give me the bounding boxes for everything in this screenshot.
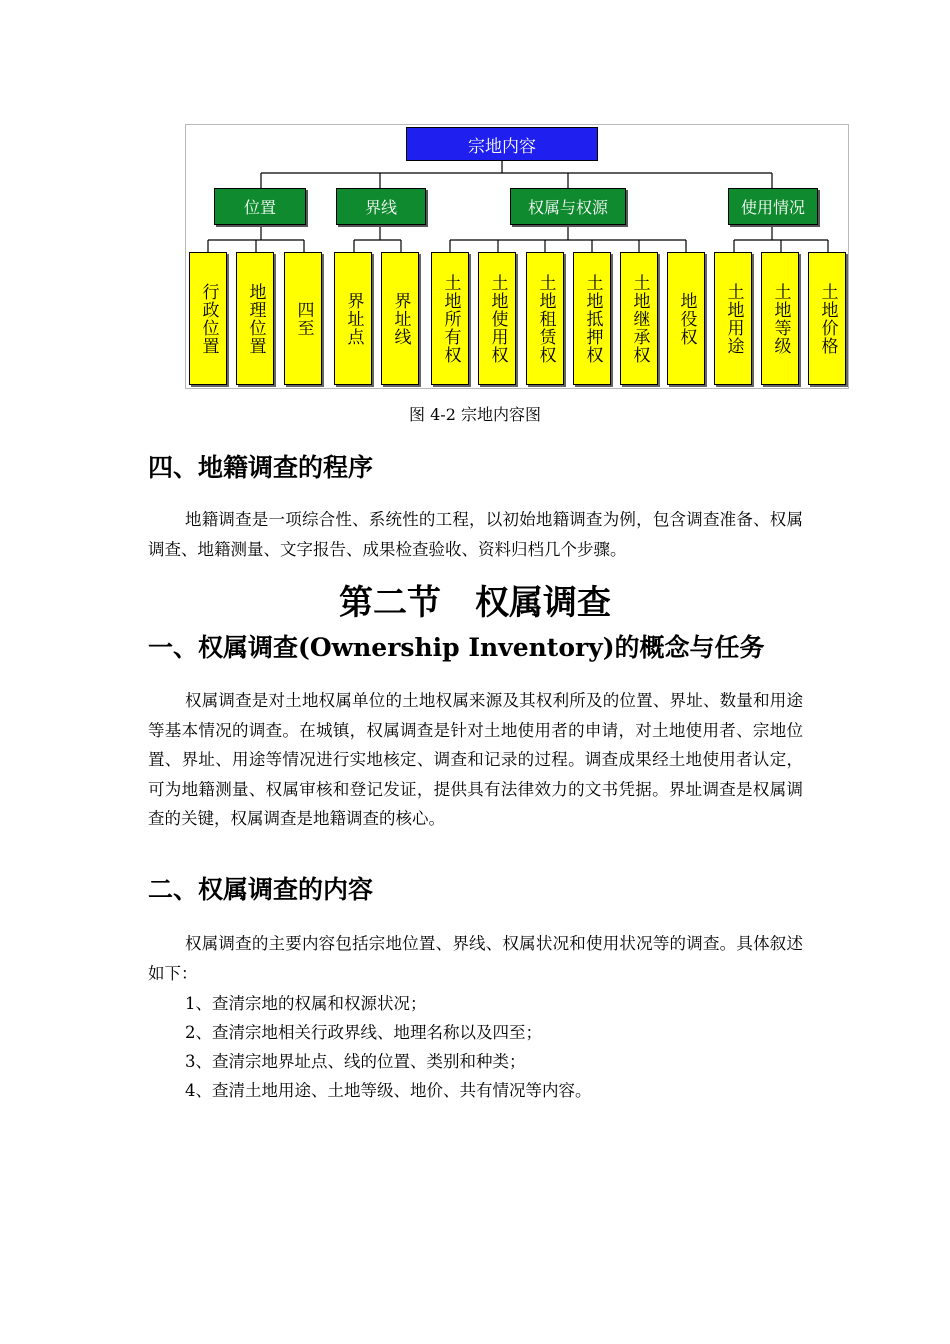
figure-caption: 图 4-2 宗地内容图 xyxy=(409,405,541,424)
paragraph-procedure: 地籍调查是一项综合性、系统性的工程，以初始地籍调查为例，包含调查准备、权属调查、地籍测量、文字报告、成果检查验收、资料归档几个步骤。 xyxy=(148,510,803,559)
leaf-land-lease-right: 土地租赁权 xyxy=(526,252,564,385)
section-heading-concept: 一、权属调查(Ownership Inventory)的概念与任务 xyxy=(148,633,765,662)
category-box-ownership: 权属与权源 xyxy=(510,188,626,225)
list-item: 3、查清宗地界址点、线的位置、类别和种类； xyxy=(185,1052,526,1071)
diagram-root-box: 宗地内容 xyxy=(406,127,598,161)
category-box-location: 位置 xyxy=(214,188,306,225)
paragraph-concept: 权属调查是对土地权属单位的土地权属来源及其权利所及的位置、界址、数量和用途等基本情况的调查。在城镇，权属调查是针对土地使用者的申请，对土地使用者、宗地位置、界址、用途等情况进行实地核定、调查和记录的过程。调查成果经土地使用者认定，可为地籍测量、权属审核和登记发证，提供具有法律效力的文书凭据。界址调查是权属调查的关键，权属调查是地籍调查的核心。 xyxy=(148,691,803,828)
leaf-geo-location: 地理位置 xyxy=(236,252,274,385)
leaf-easement: 地役权 xyxy=(667,252,705,385)
leaf-boundary-line: 界址线 xyxy=(381,252,419,385)
leaf-land-use: 土地用途 xyxy=(714,252,752,385)
list-item: 4、查清土地用途、土地等级、地价、共有情况等内容。 xyxy=(185,1081,592,1100)
category-box-usage: 使用情况 xyxy=(728,188,818,225)
paragraph-content: 权属调查的主要内容包括宗地位置、界线、权属状况和使用状况等的调查。具体叙述如下： xyxy=(148,934,803,983)
leaf-boundary-point: 界址点 xyxy=(334,252,372,385)
leaf-land-grade: 土地等级 xyxy=(761,252,799,385)
land-parcel-content-diagram xyxy=(185,124,849,389)
leaf-admin-location: 行政位置 xyxy=(189,252,227,385)
chapter-title: 第二节 权属调查 xyxy=(339,583,611,623)
list-item: 1、查清宗地的权属和权源状况； xyxy=(185,994,427,1013)
leaf-land-ownership: 土地所有权 xyxy=(431,252,469,385)
leaf-land-mortgage-right: 土地抵押权 xyxy=(573,252,611,385)
section-heading-content: 二、权属调查的内容 xyxy=(148,875,374,904)
leaf-land-use-right: 土地使用权 xyxy=(478,252,516,385)
list-item: 2、查清宗地相关行政界线、地理名称以及四至； xyxy=(185,1023,542,1042)
leaf-land-price: 土地价格 xyxy=(808,252,846,385)
leaf-land-inheritance-right: 土地继承权 xyxy=(620,252,658,385)
section-heading-procedure: 四、地籍调查的程序 xyxy=(148,453,374,482)
leaf-four-boundaries: 四至 xyxy=(284,252,322,385)
category-box-boundary: 界线 xyxy=(336,188,426,225)
